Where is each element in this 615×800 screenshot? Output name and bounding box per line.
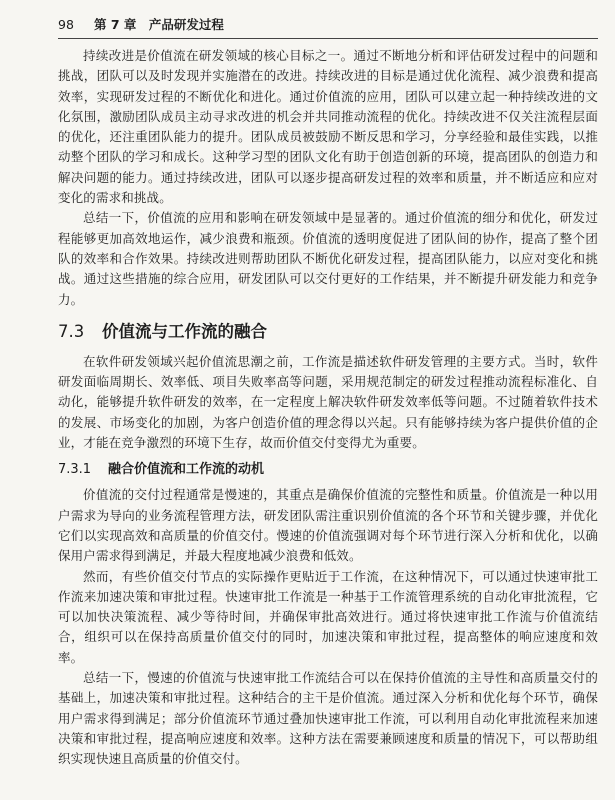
subsection-heading <box>58 460 598 480</box>
paragraph-fast-approval-workflow: 然而，有些价值交付节点的实际操作更贴近于工作流，在这种情况下，可以通过快速审批工作流来加速决策和审批过程。快速审批工作流是一种基于工作流管理系统的自动化审批流程，它可以加快决策流程、减少等待时间，并确保审批高效进行。通过将快速审批工作流与价值流结合，组织可以在保持高质量价值交付的同时，加速决策和审批过程，提高整体的响应速度和效率。 <box>58 568 598 665</box>
section-number: 7.3 <box>58 321 85 341</box>
paragraph-continuous-improvement: 持续改进是价值流在研发领域的核心目标之一。通过不断地分析和评估研发过程中的问题和挑战，团队可以及时发现并实施潜在的改进。持续改进的目标是通过优化流程、减少浪费和提高效率，实现研发过程的不断优化和进化。通过价值流的应用，团队可以建立起一种持续改进的文化氛围，激励团队成员主动寻求改进的机会并共同推动流程的优化。持续改进不仅关注流程层面的优化，还注重团队能力的提升。团队成员被鼓励不断反思和学习，分享经验和最佳实践，以推动整个团队的学习和成长。这种学习型的团队文化有助于创造创新的环境，提高团队的创造力和解决问题的能力。通过持续改进，团队可以逐步提高研发过程的效率和质量，并不断适应和应对变化的需求和挑战。 <box>58 48 598 206</box>
paragraph-slow-value-stream: 价值流的交付过程通常是慢速的，其重点是确保价值流的完整性和质量。价值流是一种以用户需求为导向的业务流程管理方法，研发团队需注重识别价值流的各个环节和关键步骤，并优化它们以实现高效和高质量的价值交付。慢速的价值流强调对每个环节进行深入分析和优化，以确保用户需求得到满足，并最大程度地减少浪费和低效。 <box>58 487 598 564</box>
paragraph-combination-summary: 总结一下，慢速的价值流与快速审批工作流结合可以在保持价值流的主导性和高质量交付的基础上，加速决策和审批过程。这种结合的主干是价值流。通过深入分析和优化每个环节，确保用户需求得到满足；部分价值流环节通过叠加快速审批工作流，可以利用自动化审批流程来加速决策和审批过程，提高响应速度和效率。这种方法在需要兼顾速度和质量的情况下，可以帮助组织实现快速且高质量的价值交付。 <box>58 670 598 767</box>
subsection-title: 融合价值流和工作流的动机 <box>108 462 265 478</box>
page-body <box>58 46 598 770</box>
paragraph-workflow-background: 在软件研发领域兴起价值流思潮之前，工作流是描述软件研发管理的主要方式。当时，软件研发面临周期长、效率低、项目失败率高等问题，采用规范制定的研发过程推动流程标准化、自动化，能够提升软件研发的效率，在一定程度上解决软件研发效率低等问题。不过随着软件技术的发展、市场变化的加剧，为客户创造价值的理念得以兴起。只有能够持续为客户提供价值的企业，才能在竞争激烈的环境下生存，故而价值交付变得尤为重要。 <box>58 353 598 451</box>
page-number: 98 <box>58 17 74 32</box>
section-title: 价值流与工作流的融合 <box>102 321 267 341</box>
chapter-title: 第 7 章 产品研发过程 <box>94 17 224 32</box>
running-header <box>58 12 598 39</box>
paragraph-summary-value-stream: 总结一下，价值流的应用和影响在研发领域中是显著的。通过价值流的细分和优化，研发过程能够更加高效地运作，减少浪费和瓶颈。价值流的透明度促进了团队间的协作，提高了整个团队的效率和合作效果。持续改进则帮助团队不断优化研发过程，提高团队能力，以应对变化和挑战。通过这些措施的综合应用，研发团队可以交付更好的工作结果，并不断提升研发能力和竞争力。 <box>58 210 598 307</box>
subsection-number: 7.3.1 <box>58 462 92 478</box>
section-heading <box>58 320 598 344</box>
